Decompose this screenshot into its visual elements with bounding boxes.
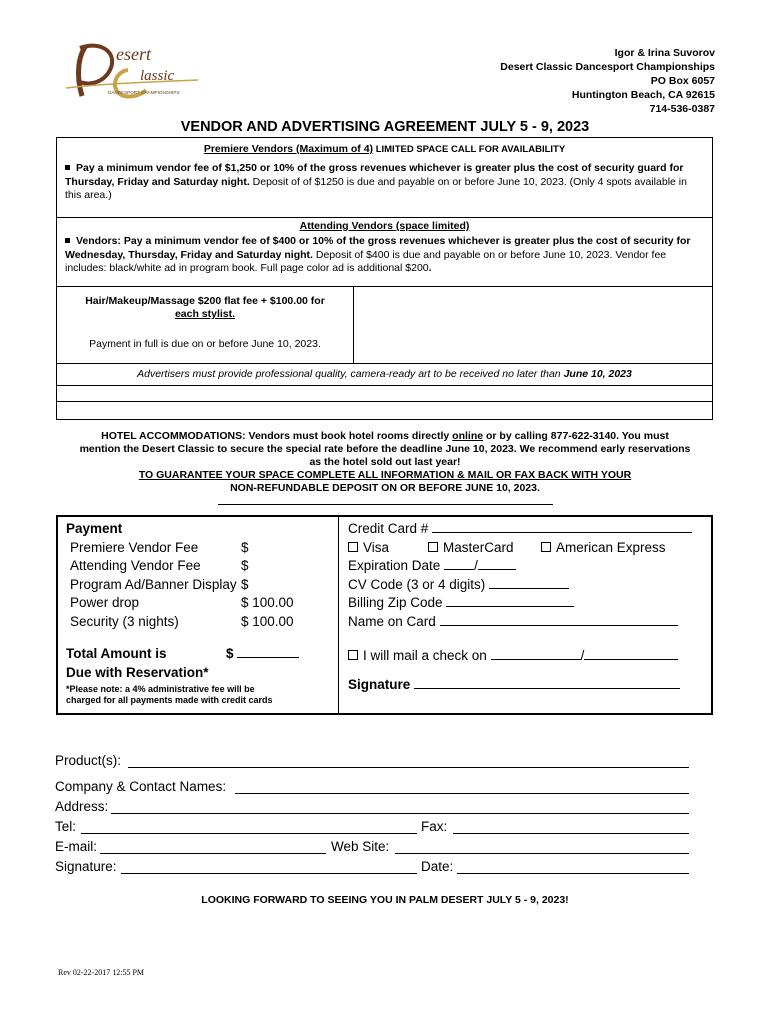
visa-label: Visa — [363, 539, 390, 555]
advertisers-deadline: June 10, 2023 — [563, 368, 632, 380]
amex-label: American Express — [556, 539, 666, 555]
contact-po-box: PO Box 6057 — [650, 75, 715, 87]
tel-field[interactable] — [81, 833, 417, 834]
address-row — [55, 799, 689, 817]
website-field[interactable] — [395, 853, 689, 854]
cv-field[interactable] — [489, 576, 569, 589]
fee-amount[interactable]: $ — [241, 576, 249, 592]
fee-row — [66, 576, 306, 595]
hotel-text: HOTEL ACCOMMODATIONS: Vendors must book hotel rooms directly — [101, 430, 453, 442]
form-signature-field[interactable] — [121, 873, 417, 874]
mastercard-option[interactable] — [428, 539, 514, 558]
products-label: Product(s): — [55, 753, 122, 768]
expiration-label: Expiration Date — [348, 558, 441, 573]
mastercard-label: MasterCard — [443, 539, 514, 555]
zip-field[interactable] — [446, 594, 574, 607]
fee-amount[interactable]: $ — [241, 539, 249, 555]
hair-makeup-fee — [57, 295, 353, 321]
check-label: I will mail a check on — [363, 648, 487, 663]
cv-row — [348, 576, 708, 595]
checkbox-icon[interactable] — [541, 542, 551, 552]
hotel-online-link[interactable]: online — [452, 430, 484, 442]
email-field[interactable] — [100, 853, 326, 854]
visa-option[interactable] — [348, 540, 389, 555]
fee-label: Power drop — [70, 595, 140, 610]
contact-name: Igor & Irina Suvorov — [614, 47, 715, 59]
fee-amount[interactable]: $ — [241, 558, 249, 573]
hotel-line-1 — [40, 430, 730, 443]
address-field[interactable] — [111, 813, 689, 814]
signature-field[interactable] — [414, 676, 680, 689]
logo-word-desert: esert — [116, 44, 151, 64]
hotel-line-3: as the hotel sold out last year! — [309, 456, 461, 468]
attending-terms — [65, 235, 702, 276]
check-date-field-2[interactable] — [584, 647, 678, 660]
divider-vertical — [338, 517, 339, 713]
total-row — [66, 645, 306, 664]
signature-date-row — [55, 859, 689, 877]
zip-row — [348, 594, 708, 613]
payment-summary — [66, 520, 306, 706]
fee-row — [66, 594, 306, 613]
divider — [57, 385, 712, 386]
total-amount-line[interactable] — [237, 645, 299, 658]
card-number-label: Credit Card # — [348, 521, 429, 536]
fee-amount: $ 100.00 — [241, 595, 294, 610]
tel-fax-row — [55, 819, 689, 837]
divider-vertical — [353, 286, 354, 363]
check-date-separator: / — [580, 648, 585, 663]
attending-terms-bold: Vendors: Pay a minimum vendor fee of $400 or 10% of the gross revenues whichever is greater plus the cost of security for Wednesday, Thursday, Friday and Saturday night. — [65, 235, 691, 261]
revision-stamp: Rev 02-22-2017 12:55 PM — [58, 968, 144, 977]
attending-heading: Attending Vendors (space limited) — [299, 220, 470, 232]
bullet-icon — [65, 238, 70, 243]
name-on-card-label: Name on Card — [348, 613, 436, 629]
logo-word-classic: lassic — [140, 68, 175, 84]
credit-card-fee-note — [66, 684, 306, 706]
hotel-accommodations — [40, 430, 730, 495]
vendor-options-box — [56, 137, 713, 420]
expiration-month-field[interactable] — [444, 557, 474, 570]
fee-label: Security (3 nights) — [70, 613, 179, 629]
divider — [57, 363, 712, 364]
logo-graphic — [58, 36, 208, 106]
fax-field[interactable] — [453, 833, 689, 834]
zip-label: Billing Zip Code — [348, 595, 443, 610]
tel-label: Tel: — [55, 819, 77, 834]
hotel-line-2: mention the Desert Classic to secure the special rate before the deadline June 10, 2023. We recommend early reservations — [79, 443, 691, 455]
total-dollar-sign: $ — [226, 646, 234, 661]
fee-note-line2: charged for all payments made with credit cards — [66, 695, 273, 705]
bullet-icon — [65, 165, 70, 170]
total-due-label: Due with Reservation* — [66, 664, 209, 680]
card-type-row — [348, 539, 708, 558]
payment-heading: Payment — [66, 521, 123, 536]
hotel-text: or by calling 877-622-3140. You must — [483, 430, 669, 442]
signature-label: Signature — [348, 676, 411, 692]
divider — [57, 286, 712, 287]
contact-city: Huntington Beach, CA 92615 — [571, 89, 715, 101]
fee-row — [66, 539, 306, 558]
form-signature-label: Signature: — [55, 859, 117, 874]
fee-amount: $ 100.00 — [241, 613, 294, 629]
card-details — [348, 520, 708, 694]
address-label: Address: — [55, 799, 109, 814]
contact-block — [500, 46, 715, 116]
date-field[interactable] — [457, 873, 689, 874]
divider — [57, 401, 712, 402]
advertisers-note — [57, 368, 712, 380]
premiere-heading-note: LIMITED SPACE CALL FOR AVAILABILITY — [373, 144, 566, 155]
amex-option[interactable] — [541, 539, 666, 558]
fax-label: Fax: — [421, 819, 448, 834]
name-on-card-field[interactable] — [440, 613, 678, 626]
closing-message: LOOKING FORWARD TO SEEING YOU IN PALM DESERT JULY 5 - 9, 2023! — [201, 894, 569, 906]
check-row — [348, 647, 708, 666]
advertisers-text: Advertisers must provide professional quality, camera-ready art to be received no later than — [137, 368, 564, 380]
attending-terms-detail: Deposit of $400 is due and payable on or before June 10, 2023. Vendor fee includes: black/white ad in program book. Full page color ad is additional $200 — [65, 248, 667, 274]
email-web-row — [55, 839, 689, 857]
premiere-terms-bold: Pay a minimum vendor fee of $1,250 or 10% of the gross revenues whichever is greater plus the cost of security guard for Thursday, Friday and Saturday night. — [65, 162, 684, 188]
desert-classic-logo — [58, 36, 208, 106]
expiration-row — [348, 557, 708, 576]
company-label: Company & Contact Names: — [55, 779, 227, 794]
name-on-card-row — [348, 613, 708, 632]
attending-terms-end: . — [428, 262, 432, 274]
total-label: Total Amount is — [66, 646, 167, 661]
checkbox-icon[interactable] — [428, 542, 438, 552]
fee-row — [66, 557, 306, 576]
premiere-heading-title: Premiere Vendors (Maximum of 4) — [203, 143, 374, 155]
premiere-terms — [65, 162, 702, 203]
email-label: E-mail: — [55, 839, 98, 854]
contact-phone: 714-536-0387 — [649, 103, 715, 115]
premiere-heading — [57, 143, 712, 155]
card-number-row — [348, 520, 708, 539]
hair-fee-line1: Hair/Makeup/Massage $200 flat fee + $100.00 for — [85, 295, 325, 307]
guarantee-line-1: TO GUARANTEE YOUR SPACE COMPLETE ALL INFORMATION & MAIL OR FAX BACK WITH YOUR — [138, 469, 632, 481]
contact-organization: Desert Classic Dancesport Championships — [500, 61, 715, 73]
page-title: VENDOR AND ADVERTISING AGREEMENT JULY 5 - 9, 2023 — [180, 119, 590, 135]
hair-fee-line2: each stylist. — [174, 308, 236, 320]
divider — [57, 217, 712, 218]
expiration-year-field[interactable] — [478, 557, 516, 570]
signature-row — [348, 676, 708, 695]
company-row — [55, 779, 689, 797]
cv-label: CV Code (3 or 4 digits) — [348, 576, 486, 592]
payment-box — [56, 515, 713, 715]
total-amount-field[interactable] — [226, 645, 299, 664]
card-number-field[interactable] — [432, 520, 692, 533]
fee-label: Attending Vendor Fee — [70, 558, 201, 573]
products-field[interactable] — [128, 767, 689, 768]
products-row — [55, 753, 689, 771]
fee-label: Program Ad/Banner Display — [70, 576, 237, 592]
website-label: Web Site: — [331, 839, 390, 854]
checkbox-icon[interactable] — [348, 650, 358, 660]
fee-row — [66, 613, 306, 632]
checkbox-icon[interactable] — [348, 542, 358, 552]
premiere-terms-detail: Deposit of of $1250 is due and payable on or before June 10, 2023. (Only 4 spots available in this area.) — [65, 175, 687, 201]
check-date-field-1[interactable] — [491, 647, 581, 660]
hair-payment-due: Payment in full is due on or before June 10, 2023. — [89, 338, 321, 350]
fee-note-line1: *Please note: a 4% administrative fee will be — [66, 684, 255, 694]
guarantee-line-2: NON-REFUNDABLE DEPOSIT ON OR BEFORE JUNE 10, 2023. — [230, 482, 540, 494]
fee-label: Premiere Vendor Fee — [70, 539, 199, 555]
expiration-separator: / — [474, 558, 478, 573]
logo-tagline: DANCESPORT CHAMPIONSHIPS — [108, 90, 180, 95]
vendor-contact-form — [55, 753, 689, 883]
date-label: Date: — [421, 859, 454, 874]
company-field[interactable] — [235, 793, 689, 794]
divider — [218, 504, 553, 505]
